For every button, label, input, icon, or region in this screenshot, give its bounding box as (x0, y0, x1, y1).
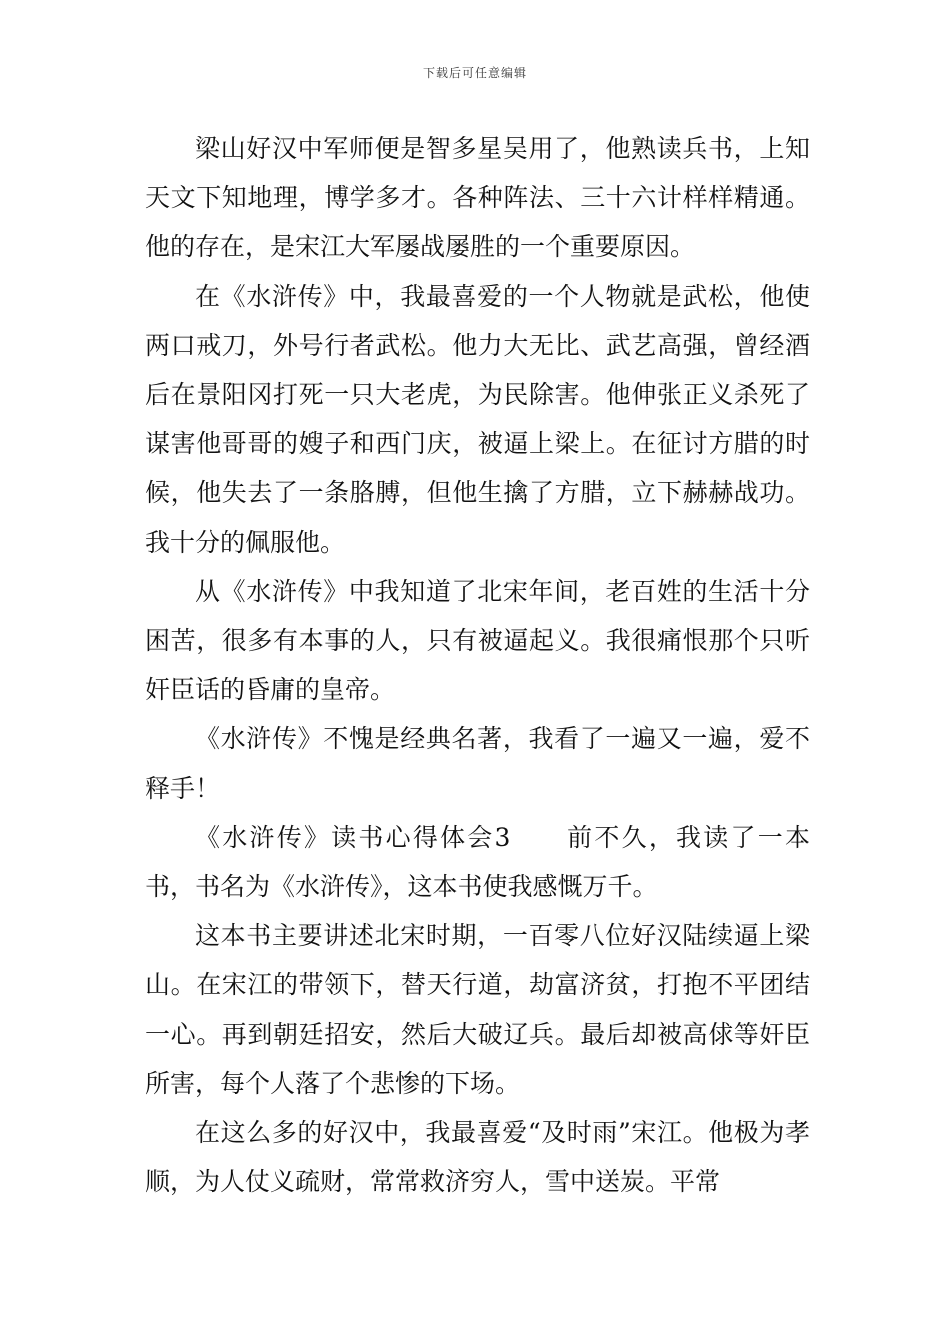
paragraph-wu-song: 在《水浒传》中，我最喜爱的一个人物就是武松，他使两口戒刀，外号行者武松。他力大无比、武艺高强，曾经酒后在景阳冈打死一只大老虎，为民除害。他伸张正义杀死了谋害他哥哥的嫂子和西门庆，被逼上梁上。在征讨方腊的时候，他失去了一条胳膊，但他生擒了方腊，立下赫赫战功。我十分的佩服他。 (145, 281, 810, 557)
paragraph-summary: 这本书主要讲述北宋时期，一百零八位好汉陆续逼上梁山。在宋江的带领下，替天行道，劫富济贫，打抱不平团结一心。再到朝廷招安，然后大破辽兵。最后却被高俅等奸臣所害，每个人落了个悲惨的下场。 (145, 921, 810, 1098)
paragraph-classic: 《水浒传》不愧是经典名著，我看了一遍又一遍，爱不释手！ (145, 724, 810, 803)
paragraph-wu-yong: 梁山好汉中军师便是智多星吴用了，他熟读兵书，上知天文下知地理，博学多才。各种阵法、三十六计样样精通。他的存在，是宋江大军屡战屡胜的一个重要原因。 (145, 134, 810, 262)
page-header: 下载后可任意编辑 (422, 66, 527, 80)
paragraph-northern-song: 从《水浒传》中我知道了北宋年间，老百姓的生活十分困苦，很多有本事的人，只有被逼起义。我很痛恨那个只听奸臣话的昏庸的皇帝。 (145, 576, 810, 705)
document-body (145, 124, 810, 1206)
paragraph-song-jiang: 在这么多的好汉中，我最喜爱“及时雨”宋江。他极为孝顺，为人仗义疏财，常常救济穷人，雪中送炭。平常 (145, 1118, 810, 1197)
paragraph-reading-3: 《水浒传》读书心得体会3 前不久，我读了一本书，书名为《水浒传》，这本书使我感慨万千。 (145, 822, 810, 902)
